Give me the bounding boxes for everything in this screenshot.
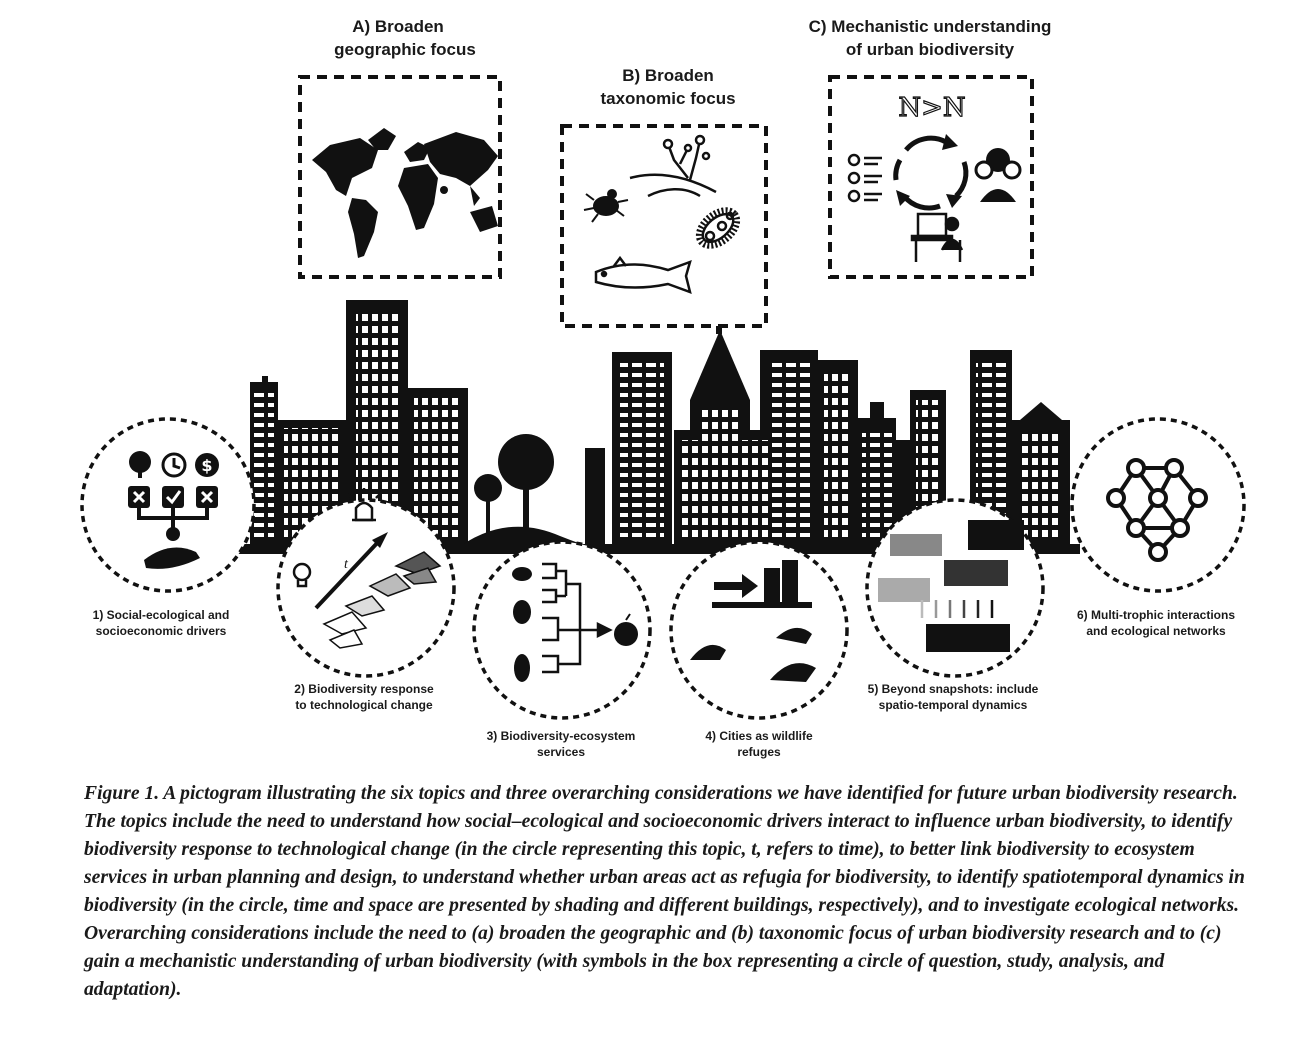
topic-6-line1: 6) Multi-trophic interactions — [1076, 608, 1236, 622]
topic-3-line1: 3) Biodiversity-ecosystem — [486, 729, 636, 743]
box-a-geographic — [300, 17, 500, 277]
time-label: t — [344, 557, 348, 572]
topic-5-line1: 5) Beyond snapshots: include — [867, 682, 1039, 696]
caption-label: Figure 1. — [84, 783, 160, 804]
topic-2-line1: 2) Biodiversity response — [294, 682, 434, 696]
caption-text: A pictogram illustrating the six topics and three overarching considerations we have identified for future urban biodiversity research. The topics include the need to understand how social–ecological and socioeconomic drivers interact to influence urban biodiversity, to identify biodiversity response to technological change (in the circle representing this topic, t, refers to time), to better link biodiversity to ecosystem services in urban planning and design, to understand whether urban areas act as refugia for biodiversity, to identify spatiotemporal dynamics in biodiversity (in the circle, time and space are presented by shading and different buildings, respectively), and to investigate ecological networks. Overarching considerations include the need to (a) broaden the geographic and (b) taxonomic focus of urban biodiversity research and to (c) gain a mechanistic understanding of urban biodiversity (with symbols in the box representing a circle of question, study, analysis, and adaptation). — [84, 783, 1245, 1000]
box-a-subtitle: geographic focus — [334, 40, 476, 59]
svg-text:$: $ — [201, 456, 213, 475]
box-b-subtitle: taxonomic focus — [600, 89, 736, 108]
box-b-title: B) Broaden — [622, 66, 714, 85]
topic-5-line2: spatio-temporal dynamics — [878, 698, 1028, 712]
formula-text: N>N — [898, 93, 966, 123]
figure-caption — [84, 780, 1254, 1004]
topic-1-line2: socioeconomic drivers — [95, 624, 227, 638]
topic-4-circle — [671, 542, 847, 759]
box-c-mechanistic — [809, 17, 1052, 277]
topic-3-circle — [474, 542, 650, 759]
box-a-title: A) Broaden — [352, 17, 444, 36]
topic-6-line2: and ecological networks — [1086, 624, 1226, 638]
topic-4-line2: refuges — [737, 745, 781, 759]
topic-1-line1: 1) Social-ecological and — [92, 608, 230, 622]
box-b-taxonomic — [562, 66, 766, 326]
topic-3-line2: services — [536, 745, 586, 759]
topic-5-circle — [867, 500, 1043, 712]
topic-4-line1: 4) Cities as wildlife — [705, 729, 813, 743]
topic-6-circle — [1072, 419, 1244, 638]
topic-2-line2: to technological change — [295, 698, 433, 712]
dollar-icon — [195, 453, 219, 477]
box-c-subtitle: of urban biodiversity — [845, 40, 1015, 59]
topic-1-circle — [82, 419, 254, 638]
box-c-title: C) Mechanistic understanding — [808, 17, 1052, 36]
